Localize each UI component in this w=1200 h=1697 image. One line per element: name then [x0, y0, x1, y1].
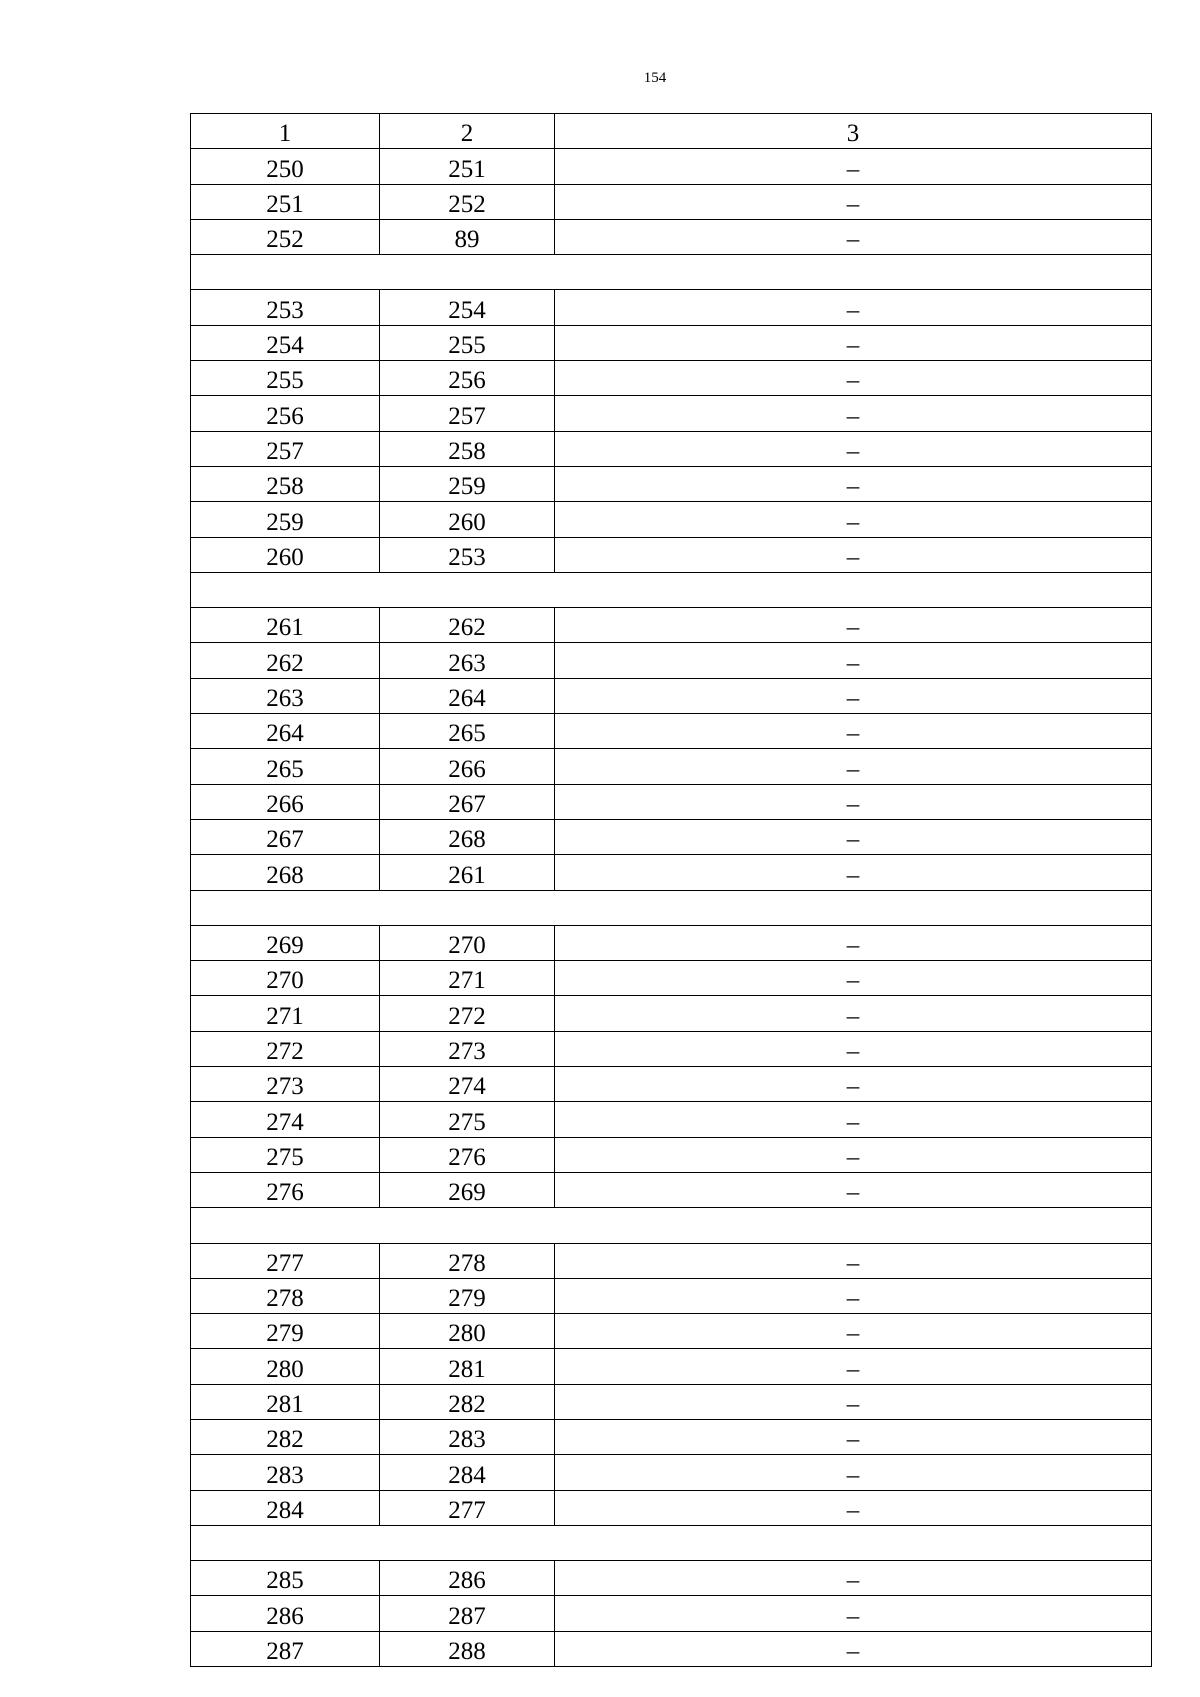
table-cell-col2: 270 [380, 925, 555, 960]
table-cell-col3: – [555, 1631, 1152, 1666]
group-separator-cell [191, 1525, 1152, 1560]
table-cell-col1: 257 [191, 431, 380, 466]
table-cell-col1: 253 [191, 290, 380, 325]
table-row [191, 466, 1152, 501]
table-cell-col3: – [555, 396, 1152, 431]
table-cell-col1: 271 [191, 996, 380, 1031]
table-row [191, 819, 1152, 854]
table-row [191, 1384, 1152, 1419]
table-cell-col3: – [555, 537, 1152, 572]
table-cell-col2: 264 [380, 678, 555, 713]
table-row [191, 714, 1152, 749]
table-cell-col3: – [555, 1243, 1152, 1278]
table-cell-col1: 277 [191, 1243, 380, 1278]
table-cell-col1: 254 [191, 325, 380, 360]
table-cell-col3: – [555, 961, 1152, 996]
table-cell-col3: – [555, 431, 1152, 466]
table-row [191, 1031, 1152, 1066]
table-cell-col2: 281 [380, 1349, 555, 1384]
group-separator-row [191, 1208, 1152, 1243]
table-row [191, 1349, 1152, 1384]
page-number: 154 [643, 70, 667, 86]
table-cell-col3: – [555, 608, 1152, 643]
table-cell-col2: 263 [380, 643, 555, 678]
table-cell-col2: 273 [380, 1031, 555, 1066]
table-row [191, 1419, 1152, 1454]
group-separator-row [191, 1525, 1152, 1560]
table-row [191, 1278, 1152, 1313]
table-cell-col3: – [555, 1384, 1152, 1419]
table-cell-col2: 279 [380, 1278, 555, 1313]
table-row [191, 396, 1152, 431]
table-cell-col2: 271 [380, 961, 555, 996]
header-cell-1: 1 [191, 114, 380, 149]
table-cell-col2: 282 [380, 1384, 555, 1419]
table-body [191, 114, 1152, 1667]
table-cell-col3: – [555, 1349, 1152, 1384]
table-cell-col2: 259 [380, 466, 555, 501]
table-row [191, 996, 1152, 1031]
table-cell-col3: – [555, 1561, 1152, 1596]
table-cell-col3: – [555, 466, 1152, 501]
table-cell-col3: – [555, 784, 1152, 819]
table-cell-col2: 286 [380, 1561, 555, 1596]
table-cell-col1: 281 [191, 1384, 380, 1419]
table-cell-col1: 263 [191, 678, 380, 713]
table-cell-col1: 284 [191, 1490, 380, 1525]
table-cell-col2: 283 [380, 1419, 555, 1454]
table-cell-col1: 282 [191, 1419, 380, 1454]
table-cell-col1: 269 [191, 925, 380, 960]
table-cell-col3: – [555, 1596, 1152, 1631]
table-cell-col1: 262 [191, 643, 380, 678]
table-cell-col3: – [555, 361, 1152, 396]
table-cell-col2: 280 [380, 1314, 555, 1349]
table-row [191, 502, 1152, 537]
table-row [191, 678, 1152, 713]
table-row [191, 1561, 1152, 1596]
table-cell-col2: 287 [380, 1596, 555, 1631]
table-cell-col2: 251 [380, 149, 555, 184]
table-cell-col2: 258 [380, 431, 555, 466]
table-cell-col1: 278 [191, 1278, 380, 1313]
table-cell-col3: – [555, 325, 1152, 360]
group-separator-cell [191, 1208, 1152, 1243]
table-row [191, 219, 1152, 254]
table-cell-col2: 255 [380, 325, 555, 360]
table-row [191, 290, 1152, 325]
header-cell-2: 2 [380, 114, 555, 149]
table-cell-col3: – [555, 819, 1152, 854]
table-cell-col1: 287 [191, 1631, 380, 1666]
table-cell-col1: 255 [191, 361, 380, 396]
group-separator-row [191, 890, 1152, 925]
table-cell-col2: 256 [380, 361, 555, 396]
table-cell-col1: 275 [191, 1137, 380, 1172]
table-cell-col1: 285 [191, 1561, 380, 1596]
table-cell-col3: – [555, 502, 1152, 537]
table-cell-col2: 267 [380, 784, 555, 819]
table-cell-col3: – [555, 1314, 1152, 1349]
table-cell-col3: – [555, 1490, 1152, 1525]
table-cell-col1: 264 [191, 714, 380, 749]
table-cell-col3: – [555, 1419, 1152, 1454]
header-cell-3: 3 [555, 114, 1152, 149]
table-cell-col2: 257 [380, 396, 555, 431]
table-cell-col3: – [555, 1137, 1152, 1172]
table-row [191, 537, 1152, 572]
table-row [191, 1172, 1152, 1207]
table-cell-col2: 288 [380, 1631, 555, 1666]
table-row [191, 1102, 1152, 1137]
table-cell-col2: 274 [380, 1067, 555, 1102]
table-cell-col2: 269 [380, 1172, 555, 1207]
table-cell-col1: 256 [191, 396, 380, 431]
table-cell-col2: 253 [380, 537, 555, 572]
table-row [191, 1490, 1152, 1525]
table-row [191, 1455, 1152, 1490]
table-cell-col2: 276 [380, 1137, 555, 1172]
table-cell-col1: 259 [191, 502, 380, 537]
table-cell-col3: – [555, 855, 1152, 890]
table-cell-col1: 279 [191, 1314, 380, 1349]
table-cell-col2: 254 [380, 290, 555, 325]
table-cell-col1: 252 [191, 219, 380, 254]
table-cell-col1: 266 [191, 784, 380, 819]
table-cell-col3: – [555, 678, 1152, 713]
data-table [190, 113, 1152, 1667]
table-cell-col1: 276 [191, 1172, 380, 1207]
table-cell-col3: – [555, 749, 1152, 784]
header-row [191, 114, 1152, 149]
table-cell-col2: 262 [380, 608, 555, 643]
group-separator-cell [191, 255, 1152, 290]
table-cell-col3: – [555, 1278, 1152, 1313]
table-cell-col1: 250 [191, 149, 380, 184]
table-cell-col2: 266 [380, 749, 555, 784]
table-cell-col2: 261 [380, 855, 555, 890]
table-row [191, 643, 1152, 678]
table-cell-col1: 260 [191, 537, 380, 572]
table-row [191, 1137, 1152, 1172]
table-row [191, 325, 1152, 360]
table-row [191, 1596, 1152, 1631]
table-row [191, 149, 1152, 184]
table-cell-col1: 286 [191, 1596, 380, 1631]
table-cell-col2: 89 [380, 219, 555, 254]
table-cell-col1: 265 [191, 749, 380, 784]
table-row [191, 925, 1152, 960]
table-cell-col2: 252 [380, 184, 555, 219]
table-row [191, 1314, 1152, 1349]
table-cell-col1: 267 [191, 819, 380, 854]
table-cell-col3: – [555, 149, 1152, 184]
table-cell-col3: – [555, 1455, 1152, 1490]
table-row [191, 184, 1152, 219]
table-cell-col3: – [555, 1031, 1152, 1066]
table-row [191, 1631, 1152, 1666]
table-cell-col1: 261 [191, 608, 380, 643]
table-cell-col1: 274 [191, 1102, 380, 1137]
table-cell-col1: 272 [191, 1031, 380, 1066]
table-cell-col3: – [555, 1067, 1152, 1102]
table-cell-col3: – [555, 1102, 1152, 1137]
table-row [191, 608, 1152, 643]
table-cell-col1: 273 [191, 1067, 380, 1102]
table-cell-col3: – [555, 714, 1152, 749]
table-row [191, 855, 1152, 890]
table-cell-col1: 268 [191, 855, 380, 890]
table-cell-col1: 283 [191, 1455, 380, 1490]
table-cell-col3: – [555, 290, 1152, 325]
table-cell-col2: 260 [380, 502, 555, 537]
group-separator-cell [191, 890, 1152, 925]
table-cell-col2: 265 [380, 714, 555, 749]
table-cell-col3: – [555, 996, 1152, 1031]
table-row [191, 361, 1152, 396]
table-cell-col1: 251 [191, 184, 380, 219]
group-separator-cell [191, 572, 1152, 607]
table-cell-col2: 284 [380, 1455, 555, 1490]
table-cell-col2: 277 [380, 1490, 555, 1525]
table-row [191, 961, 1152, 996]
table-row [191, 1067, 1152, 1102]
group-separator-row [191, 255, 1152, 290]
table-row [191, 431, 1152, 466]
table-cell-col1: 280 [191, 1349, 380, 1384]
table-cell-col3: – [555, 1172, 1152, 1207]
table-row [191, 784, 1152, 819]
table-cell-col3: – [555, 925, 1152, 960]
table-cell-col3: – [555, 643, 1152, 678]
group-separator-row [191, 572, 1152, 607]
table-cell-col2: 272 [380, 996, 555, 1031]
table-row [191, 749, 1152, 784]
table-cell-col3: – [555, 219, 1152, 254]
table-cell-col2: 275 [380, 1102, 555, 1137]
table-cell-col1: 270 [191, 961, 380, 996]
table-cell-col2: 268 [380, 819, 555, 854]
table-cell-col1: 258 [191, 466, 380, 501]
table-cell-col3: – [555, 184, 1152, 219]
table-cell-col2: 278 [380, 1243, 555, 1278]
table-row [191, 1243, 1152, 1278]
